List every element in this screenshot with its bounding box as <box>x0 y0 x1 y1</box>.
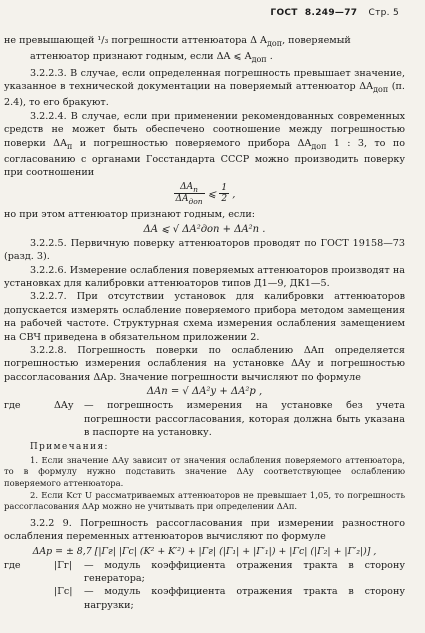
paragraph-3-2-2-8: 3.2.2.8. Погрешность поверки по ослаблению ΔAп определяется погрешностью измерения ослабления на установке ΔAу и погрешностью рассогласования ΔAр. Значение погрешности вычисляют по формуле <box>4 344 405 383</box>
error-formula: ΔAп = √ ΔA²у + ΔA²р , <box>146 386 263 398</box>
paragraph-3-2-2-9: 3.2.2 9. Погрешность рассогласования при измерении разностного ослабления переменных аттенюаторов вычисляют по формуле <box>4 517 405 543</box>
page-header <box>270 8 399 18</box>
document-body <box>4 34 405 612</box>
paragraph-3-2-2-6: 3.2.2.6. Измерение ослабления поверяемых аттенюаторов производят на установках для калибровки аттенюаторов типов Д1—9, ДК1—5. <box>4 264 405 289</box>
notes-heading: Примечания: <box>30 442 110 453</box>
standard-label: ГОСТ <box>270 8 298 18</box>
acceptance-formula: ΔA ⩽ √ ΔA²доп + ΔA²п . <box>143 223 266 235</box>
definition-row: |Γс| — модуль коэффициента отражения тракта в сторону нагрузки; <box>54 586 405 611</box>
definition-row: где ΔAу — погрешность измерения на установке без учета погрешности рассогласования, которая должна быть указана в паспорте на установку. <box>4 400 405 438</box>
paragraph-3-2-2-7: 3.2.2.7. При отсутствии установок для калибровки аттенюаторов допускается измерять ослабление поверяемого прибора методом замещения на рабочей частоте. Структурная схема измерения ослабления замещением на СВЧ приведена в обязательном приложении 2. <box>4 291 405 343</box>
text-line: аттенюатор признают годным, если ΔA ⩽ $A_{доп}$ . <box>30 51 273 65</box>
paragraph-3-2-2-5: 3.2.2.5. Первичную поверку аттенюаторов проводят по ГОСТ 19158—73 (разд. 3). <box>4 237 405 263</box>
ratio-formula: $\frac{\Delta A_п}{\Delta A_{доп}}$ ⩽ $\frac{1}{2}$ , <box>175 181 236 207</box>
page-number: Стр. 5 <box>368 8 399 18</box>
standard-number: 8.249—77 <box>304 8 358 18</box>
fraction: $\frac{\Delta A_п}{\Delta A_{доп}}$ <box>175 181 203 207</box>
text-line: но при этом аттенюатор признают годным, если: <box>4 209 255 221</box>
fraction: $\frac{1}{2}$ <box>221 183 228 205</box>
paragraph-3-2-2-3: 3.2.2.3. В случае, если определенная погрешность превышает значение, указанное в технической документации на поверяемый аттенюатор $\Delta A_{доп}$ (п. 2.4), то его бракуют. <box>4 67 405 109</box>
note-2: 2. Если Kст U рассматриваемых аттенюаторов не превышает 1,05, то погрешность рассогласования ΔAр можно не учитывать при определении ΔAп. <box>4 489 405 512</box>
text-line: не превышающей ¹/₃ погрешности аттенюатора Δ $A_{доп}$, поверяемый <box>4 35 351 48</box>
mismatch-formula: ΔAр = ± 8,7 [|Γг| |Γс| (K² + K′²) + |Γг| (|Γ₁| + |Γ′₁|) + |Γс| (|Γ₂| + |Γ′₂|)] , <box>32 545 377 557</box>
note-1: 1. Если значение ΔAу зависит от значения ослабления поверяемого аттенюатора, то в формулу нужно подставить значение ΔAу соответствующее ослаблению поверяемого аттенюатора. <box>4 454 405 488</box>
definition-row: где |Γг| — модуль коэффициента отражения тракта в сторону генератора; <box>4 559 405 584</box>
paragraph-3-2-2-4: 3.2.2.4. В случае, если при применении рекомендованных современных средств не может быть обеспечено соотношение между погрешностью поверки $\Delta A_п$ и погрешностью поверяемого прибора $\Delta A_{доп}$ 1 : 3, то по согласованию с органами Госстандарта СССР можно производить поверку при соотношении <box>4 110 405 179</box>
